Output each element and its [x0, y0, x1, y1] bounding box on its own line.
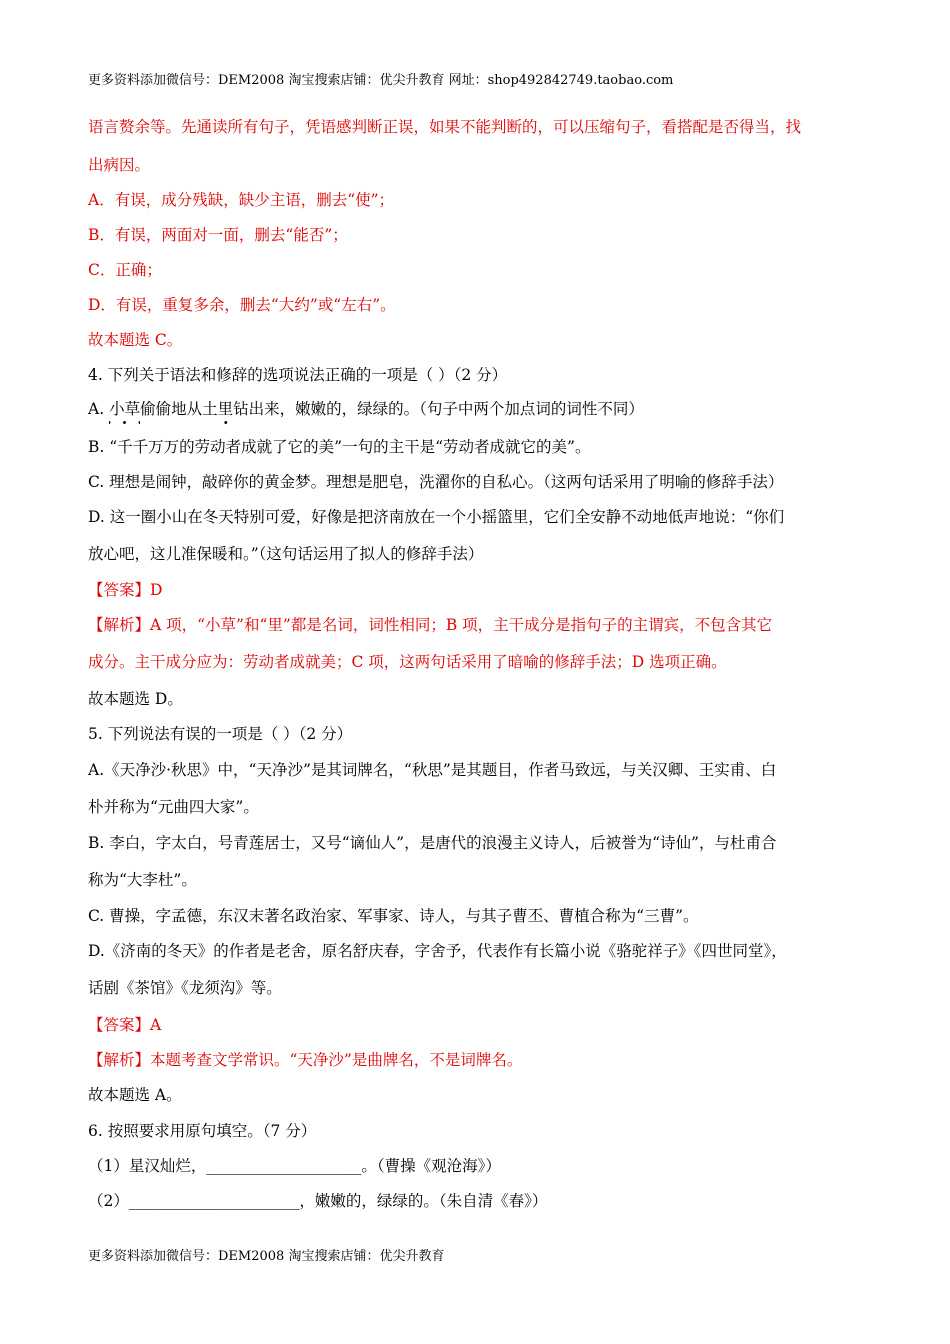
analysis: 【解析】A 项，“小草”和“里”都是名词，词性相同；B 项，主干成分是指句子的主谓宾，不包含其它: [88, 616, 773, 634]
question-5-option-d: D.《济南的冬天》的作者是老舍，原名舒庆春，字舍予，代表作有长篇小说《骆驼祥子》《四世同堂》，: [88, 942, 787, 960]
dotted-word: 里: [217, 400, 234, 418]
question-5-option-b: B. 李白，字太白，号青莲居士，又号“谪仙人”，是唐代的浪漫主义诗人，后被誉为“诗仙”，与杜甫合: [88, 834, 777, 852]
question-5-option-c: C. 曹操，字孟德，东汉末著名政治家、军事家、诗人，与其子曹丕、曹植合称为“三曹”。: [88, 907, 699, 925]
question-5-option-a-cont: 朴并称为“元曲四大家”。: [88, 798, 259, 816]
analysis-option-d: D．有误，重复多余，删去“大约”或“左右”。: [88, 296, 396, 314]
analysis-cont: 成分。主干成分应为：劳动者成就美；C 项，这两句话采用了暗喻的修辞手法；D 选项正确。: [88, 653, 727, 671]
question-6-stem: 6. 按照要求用原句填空。（7 分）: [88, 1122, 317, 1140]
question-4-option-d: D. 这一圈小山在冬天特别可爱，好像是把济南放在一个小摇篮里，它们全安静不动地低声地说：“你们: [88, 508, 785, 526]
question-5-option-d-cont: 话剧《茶馆》《龙须沟》等。: [88, 979, 282, 997]
dotted-word: 小草: [109, 400, 141, 418]
question-4-option-d-cont: 放心吧，这儿准保暖和。”（这句话运用了拟人的修辞手法）: [88, 545, 484, 563]
conclusion: 故本题选 C。: [88, 331, 183, 349]
analysis-text: 出病因。: [88, 156, 151, 174]
answer: 【答案】D: [88, 581, 163, 599]
question-6-item-2: （2）______________________，嫩嫩的，绿绿的。（朱自清《春》）: [88, 1192, 548, 1210]
option-label: A.: [88, 400, 110, 418]
question-5-option-b-cont: 称为“大李杜”。: [88, 871, 197, 889]
analysis-text: 语言赘余等。先通读所有句子，凭语感判断正误，如果不能判断的，可以压缩句子，看搭配是否得当，找: [88, 118, 802, 136]
analysis-option-c: C．正确；: [88, 261, 162, 279]
option-text: 偷偷地从土: [140, 400, 218, 418]
answer: 【答案】A: [88, 1016, 162, 1034]
conclusion: 故本题选 A。: [88, 1086, 182, 1104]
page-header: 更多资料添加微信号：DEM2008 淘宝搜索店铺：优尖升教育 网址：shop492842749.taobao.com: [88, 73, 674, 88]
conclusion: 故本题选 D。: [88, 690, 183, 708]
question-5-stem: 5. 下列说法有误的一项是（ ）（2 分）: [88, 725, 353, 743]
page-footer: 更多资料添加微信号：DEM2008 淘宝搜索店铺：优尖升教育: [88, 1249, 445, 1264]
question-5-option-a: A.《天净沙·秋思》中，“天净沙”是其词牌名，“秋思”是其题目，作者马致远，与关汉卿、王实甫、白: [88, 761, 777, 779]
question-4-option-b: B. “千千万万的劳动者成就了它的美”一句的主干是“劳动者成就它的美”。: [88, 438, 591, 456]
question-4-stem: 4. 下列关于语法和修辞的选项说法正确的一项是（ ）（2 分）: [88, 366, 508, 384]
analysis: 【解析】本题考查文学常识。“天净沙”是曲牌名，不是词牌名。: [88, 1051, 523, 1069]
question-4-option-c: C. 理想是闹钟，敲碎你的黄金梦。理想是肥皂，洗濯你的自私心。（这两句话采用了明喻的修辞手法）: [88, 473, 784, 491]
question-4-option-a: [88, 398, 864, 420]
option-text: 钻出来，嫩嫩的，绿绿的。（句子中两个加点词的词性不同）: [233, 400, 644, 418]
question-6-item-1: （1）星汉灿烂，____________________。（曹操《观沧海》）: [88, 1157, 501, 1175]
analysis-option-b: B．有误，两面对一面，删去“能否”；: [88, 226, 348, 244]
analysis-option-a: A．有误，成分残缺，缺少主语，删去“使”；: [88, 191, 395, 209]
